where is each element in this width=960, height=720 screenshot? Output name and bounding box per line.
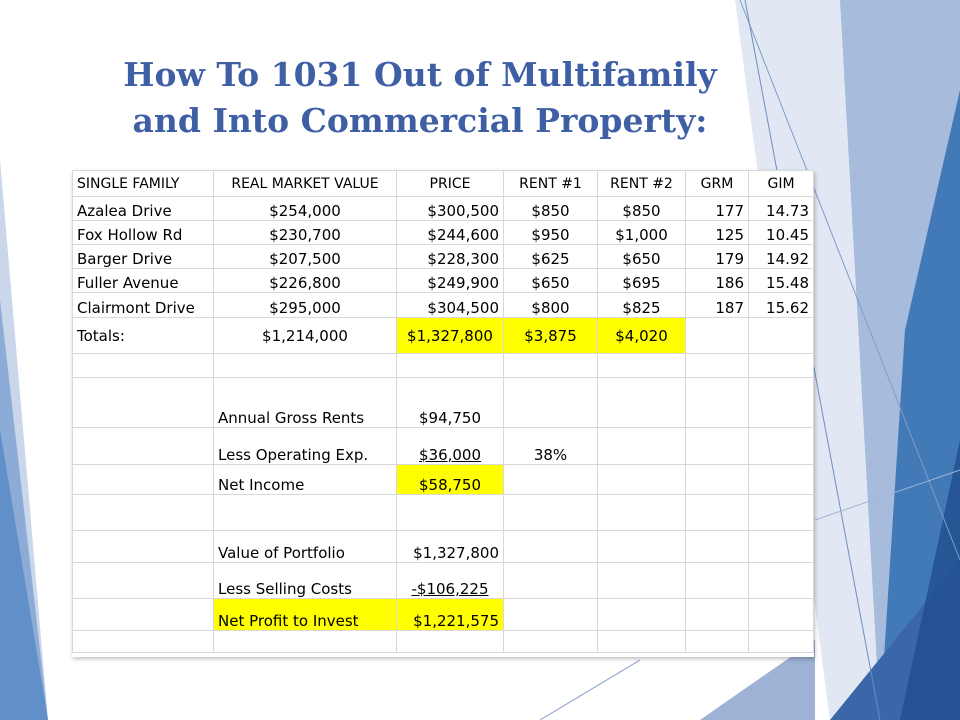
rent2-cell: $850 — [598, 197, 686, 221]
gim-cell: 15.48 — [749, 269, 814, 293]
grm-cell: 179 — [686, 245, 749, 269]
net-income-value: $58,750 — [397, 465, 504, 495]
left-wedge-mid — [0, 300, 48, 720]
rent1-cell: $800 — [504, 293, 598, 318]
market-value-cell: $295,000 — [214, 293, 397, 318]
column-header: PRICE — [397, 171, 504, 197]
property-name-cell: Fuller Avenue — [73, 269, 214, 293]
gim-cell: 14.73 — [749, 197, 814, 221]
column-header: SINGLE FAMILY — [73, 171, 214, 197]
grm-cell: 125 — [686, 221, 749, 245]
operating-exp-percent: 38% — [504, 428, 598, 465]
rent2-cell: $695 — [598, 269, 686, 293]
rent2-cell: $1,000 — [598, 221, 686, 245]
property-name-cell: Barger Drive — [73, 245, 214, 269]
rent2-cell: $825 — [598, 293, 686, 318]
spacer-row — [73, 631, 814, 653]
portfolio-value-label: Value of Portfolio — [214, 531, 397, 563]
summary-row — [73, 531, 814, 563]
summary-row — [73, 378, 814, 428]
price-cell: $244,600 — [397, 221, 504, 245]
price-cell: $249,900 — [397, 269, 504, 293]
table-row — [73, 221, 814, 245]
selling-costs-value: -$106,225 — [397, 563, 504, 599]
market-value-cell: $254,000 — [214, 197, 397, 221]
table-row — [73, 197, 814, 221]
spacer-row — [73, 495, 814, 531]
summary-row — [73, 599, 814, 631]
market-value-cell: $207,500 — [214, 245, 397, 269]
rent1-cell: $850 — [504, 197, 598, 221]
table-row — [73, 269, 814, 293]
column-header: GRM — [686, 171, 749, 197]
slide-title-line1: How To 1031 Out of Multifamily — [123, 55, 717, 94]
grm-cell: 186 — [686, 269, 749, 293]
totals-price: $1,327,800 — [397, 318, 504, 354]
price-cell: $300,500 — [397, 197, 504, 221]
grm-cell: 187 — [686, 293, 749, 318]
column-header: GIM — [749, 171, 814, 197]
portfolio-table — [72, 170, 814, 653]
rent1-cell: $650 — [504, 269, 598, 293]
table-row — [73, 293, 814, 318]
operating-exp-label: Less Operating Exp. — [214, 428, 397, 465]
summary-row — [73, 465, 814, 495]
market-value-cell: $226,800 — [214, 269, 397, 293]
gim-cell: 14.92 — [749, 245, 814, 269]
gim-cell: 15.62 — [749, 293, 814, 318]
totals-rent1: $3,875 — [504, 318, 598, 354]
column-header: RENT #2 — [598, 171, 686, 197]
price-cell: $304,500 — [397, 293, 504, 318]
rent1-cell: $950 — [504, 221, 598, 245]
annual-gross-rents-value: $94,750 — [397, 378, 504, 428]
market-value-cell: $230,700 — [214, 221, 397, 245]
net-income-label: Net Income — [214, 465, 397, 495]
slide-title-line2: and Into Commercial Property: — [132, 101, 708, 140]
property-name-cell: Fox Hollow Rd — [73, 221, 214, 245]
column-header: RENT #1 — [504, 171, 598, 197]
grm-cell: 177 — [686, 197, 749, 221]
table-row — [73, 245, 814, 269]
property-name-cell: Clairmont Drive — [73, 293, 214, 318]
totals-rent2: $4,020 — [598, 318, 686, 354]
property-name-cell: Azalea Drive — [73, 197, 214, 221]
summary-row — [73, 428, 814, 465]
table-header-row — [73, 171, 814, 197]
net-profit-label: Net Profit to Invest — [214, 599, 397, 631]
operating-exp-value: $36,000 — [397, 428, 504, 465]
gim-cell: 10.45 — [749, 221, 814, 245]
annual-gross-rents-label: Annual Gross Rents — [214, 378, 397, 428]
spacer-row — [73, 354, 814, 378]
net-profit-value: $1,221,575 — [397, 599, 504, 631]
totals-label: Totals: — [73, 318, 214, 354]
summary-row — [73, 563, 814, 599]
totals-row — [73, 318, 814, 354]
empty-cell — [749, 318, 814, 354]
slide-title — [60, 52, 780, 144]
portfolio-value-value: $1,327,800 — [397, 531, 504, 563]
empty-cell — [686, 318, 749, 354]
rent2-cell: $650 — [598, 245, 686, 269]
column-header: REAL MARKET VALUE — [214, 171, 397, 197]
totals-market-value: $1,214,000 — [214, 318, 397, 354]
spreadsheet-table — [72, 170, 814, 657]
selling-costs-label: Less Selling Costs — [214, 563, 397, 599]
rent1-cell: $625 — [504, 245, 598, 269]
price-cell: $228,300 — [397, 245, 504, 269]
